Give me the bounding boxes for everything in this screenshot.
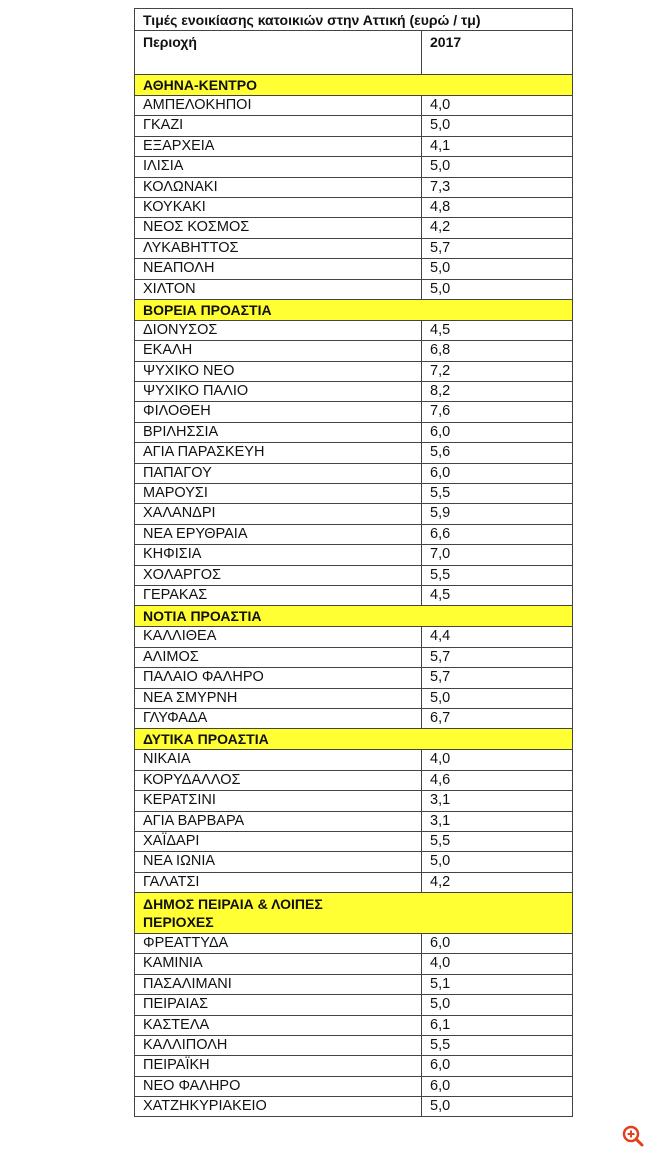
section-title: ΔΥΤΙΚΑ ΠΡΟΑΣΤΙΑ	[143, 731, 269, 748]
price-cell: 3,1	[430, 812, 451, 829]
price-cell: 3,1	[430, 792, 451, 809]
section-title: ΔΗΜΟΣ ΠΕΙΡΑΙΑ & ΛΟΙΠΕΣ ΠΕΡΙΟΧΕΣ	[143, 896, 323, 931]
table-row	[134, 1096, 573, 1116]
table-row	[134, 953, 573, 973]
price-cell: 6,7	[430, 709, 451, 726]
table-row	[134, 136, 573, 156]
table-row	[134, 258, 573, 278]
table-row	[134, 361, 573, 381]
area-cell: ΝΕΑΠΟΛΗ	[135, 259, 422, 278]
area-cell: ΠΕΙΡΑΙΑΣ	[135, 995, 422, 1014]
price-cell: 4,5	[430, 586, 451, 603]
table-row	[134, 1055, 573, 1075]
area-cell: ΠΑΣΑΛΙΜΑΝΙ	[135, 975, 422, 994]
price-cell: 6,8	[430, 342, 451, 359]
area-cell: ΚΑΜΙΝΙΑ	[135, 954, 422, 973]
price-cell: 4,0	[430, 955, 451, 972]
price-cell: 7,0	[430, 546, 451, 563]
table-row	[134, 831, 573, 851]
price-cell: 6,0	[430, 1077, 451, 1094]
section-title: ΒΟΡΕΙΑ ΠΡΟΑΣΤΙΑ	[143, 301, 272, 318]
table-body	[134, 74, 573, 1117]
area-cell: ΕΚΑΛΗ	[135, 341, 422, 360]
table-row	[134, 770, 573, 790]
area-cell: ΑΓΙΑ ΠΑΡΑΣΚΕΥΗ	[135, 443, 422, 462]
table-row	[134, 688, 573, 708]
price-cell: 8,2	[430, 383, 451, 400]
price-cell: 5,6	[430, 444, 451, 461]
area-cell: ΧΑΤΖΗΚΥΡΙΑΚΕΙΟ	[135, 1097, 422, 1115]
table-row	[134, 401, 573, 421]
table-row	[134, 749, 573, 769]
price-cell: 5,0	[430, 260, 451, 277]
table-row	[134, 872, 573, 892]
zoom-in-icon[interactable]	[621, 1124, 645, 1148]
area-cell: ΝΕΑ ΣΜΥΡΝΗ	[135, 689, 422, 708]
area-cell: ΨΥΧΙΚΟ ΠΑΛΙΟ	[135, 382, 422, 401]
header-area: Περιοχή	[135, 31, 422, 74]
price-cell: 5,5	[430, 566, 451, 583]
price-cell: 6,0	[430, 464, 451, 481]
table-row	[134, 279, 573, 299]
area-cell: ΧΟΛΑΡΓΟΣ	[135, 566, 422, 585]
table-row	[134, 177, 573, 197]
table-row	[134, 565, 573, 585]
area-cell: ΔΙΟΝΥΣΟΣ	[135, 321, 422, 340]
area-cell: ΠΑΛΑΙΟ ΦΑΛΗΡΟ	[135, 668, 422, 687]
table-row	[134, 463, 573, 483]
section-year-cell	[422, 75, 572, 95]
table-row	[134, 647, 573, 667]
price-cell: 4,6	[430, 771, 451, 788]
area-cell: ΚΗΦΙΣΙΑ	[135, 545, 422, 564]
price-cell: 5,5	[430, 1037, 451, 1054]
area-cell: ΕΞΑΡΧΕΙΑ	[135, 137, 422, 156]
price-cell: 4,4	[430, 628, 451, 645]
price-cell: 4,2	[430, 873, 451, 890]
table-row	[134, 790, 573, 810]
area-cell: ΦΡΕΑΤΤΥΔΑ	[135, 934, 422, 953]
table-row	[134, 708, 573, 728]
table-row	[134, 320, 573, 340]
price-cell: 5,7	[430, 648, 451, 665]
table-row	[134, 585, 573, 605]
table-row	[134, 667, 573, 687]
price-cell: 4,0	[430, 97, 451, 113]
area-cell: ΝΕΑ ΙΩΝΙΑ	[135, 852, 422, 871]
section-title: ΝΟΤΙΑ ΠΡΟΑΣΤΙΑ	[143, 608, 262, 625]
price-cell: 5,5	[430, 485, 451, 502]
price-cell: 6,6	[430, 525, 451, 542]
price-cell: 5,0	[430, 689, 451, 706]
area-cell: ΧΙΛΤΟΝ	[135, 280, 422, 299]
table-row	[134, 1035, 573, 1055]
table-row	[134, 340, 573, 360]
price-cell: 4,2	[430, 219, 451, 236]
area-cell: ΚΑΛΛΙΠΟΛΗ	[135, 1036, 422, 1055]
area-cell: ΦΙΛΟΘΕΗ	[135, 402, 422, 421]
table-row	[134, 994, 573, 1014]
table-row	[134, 156, 573, 176]
area-cell: ΠΕΙΡΑΪΚΗ	[135, 1056, 422, 1075]
table-row	[134, 544, 573, 564]
area-cell: ΜΑΡΟΥΣΙ	[135, 484, 422, 503]
table-row	[134, 238, 573, 258]
table-row	[134, 503, 573, 523]
area-cell: ΧΑΛΑΝΔΡΙ	[135, 504, 422, 523]
table-header	[134, 30, 573, 74]
price-cell: 4,5	[430, 321, 451, 338]
area-cell: ΝΕΑ ΕΡΥΘΡΑΙΑ	[135, 525, 422, 544]
area-cell: ΑΛΙΜΟΣ	[135, 648, 422, 667]
price-cell: 7,6	[430, 403, 451, 420]
section-title: ΑΘΗΝΑ-ΚΕΝΤΡΟ	[143, 77, 257, 93]
price-cell: 4,0	[430, 751, 451, 768]
section-header	[134, 892, 573, 933]
rent-prices-table	[134, 8, 573, 1117]
area-cell: ΝΙΚΑΙΑ	[135, 750, 422, 769]
table-row	[134, 524, 573, 544]
price-cell: 7,3	[430, 178, 451, 195]
area-cell: ΚΟΥΚΑΚΙ	[135, 198, 422, 217]
table-title: Τιμές ενοικίασης κατοικιών στην Αττική (ευρώ / τμ)	[134, 8, 573, 30]
section-year-cell	[422, 606, 572, 626]
section-year-cell	[422, 729, 572, 749]
header-year: 2017	[430, 34, 462, 50]
price-cell: 5,0	[430, 1098, 451, 1115]
price-cell: 5,0	[430, 280, 451, 297]
table-row	[134, 422, 573, 442]
table-row	[134, 933, 573, 953]
price-cell: 5,0	[430, 117, 451, 134]
area-cell: ΚΟΛΩΝΑΚΙ	[135, 178, 422, 197]
section-header	[134, 728, 573, 749]
area-cell: ΚΑΛΛΙΘΕΑ	[135, 627, 422, 646]
price-cell: 7,2	[430, 362, 451, 379]
area-cell: ΙΛΙΣΙΑ	[135, 157, 422, 176]
table-row	[134, 115, 573, 135]
section-header	[134, 74, 573, 95]
area-cell: ΧΑΪΔΑΡΙ	[135, 832, 422, 851]
table-row	[134, 197, 573, 217]
area-cell: ΚΑΣΤΕΛΑ	[135, 1016, 422, 1035]
price-cell: 5,7	[430, 669, 451, 686]
area-cell: ΓΚΑΖΙ	[135, 116, 422, 135]
table-row	[134, 851, 573, 871]
table-row	[134, 1076, 573, 1096]
price-cell: 5,0	[430, 158, 451, 175]
table-row	[134, 442, 573, 462]
section-header	[134, 299, 573, 320]
table-row	[134, 626, 573, 646]
table-row	[134, 381, 573, 401]
table-row	[134, 217, 573, 237]
price-cell: 5,0	[430, 996, 451, 1013]
area-cell: ΒΡΙΛΗΣΣΙΑ	[135, 423, 422, 442]
price-cell: 4,8	[430, 198, 451, 215]
price-cell: 6,0	[430, 1057, 451, 1074]
table-row	[134, 95, 573, 115]
section-year-cell	[422, 300, 572, 320]
section-header	[134, 605, 573, 626]
area-cell: ΝΕΟΣ ΚΟΣΜΟΣ	[135, 218, 422, 237]
price-cell: 6,0	[430, 423, 451, 440]
table-row	[134, 811, 573, 831]
table-row	[134, 1015, 573, 1035]
area-cell: ΓΕΡΑΚΑΣ	[135, 586, 422, 605]
area-cell: ΨΥΧΙΚΟ ΝΕΟ	[135, 362, 422, 381]
price-cell: 6,0	[430, 935, 451, 952]
price-cell: 6,1	[430, 1016, 451, 1033]
area-cell: ΠΑΠΑΓΟΥ	[135, 464, 422, 483]
area-cell: ΚΕΡΑΤΣΙΝΙ	[135, 791, 422, 810]
area-cell: ΛΥΚΑΒΗΤΤΟΣ	[135, 239, 422, 258]
price-cell: 5,5	[430, 832, 451, 849]
price-cell: 5,9	[430, 505, 451, 522]
area-cell: ΓΛΥΦΑΔΑ	[135, 709, 422, 728]
area-cell: ΓΑΛΑΤΣΙ	[135, 873, 422, 892]
price-cell: 4,1	[430, 137, 451, 154]
area-cell: ΑΜΠΕΛΟΚΗΠΟΙ	[135, 96, 422, 115]
price-cell: 5,1	[430, 975, 451, 992]
section-year-cell	[422, 893, 572, 933]
area-cell: ΚΟΡΥΔΑΛΛΟΣ	[135, 771, 422, 790]
price-cell: 5,7	[430, 239, 451, 256]
table-row	[134, 974, 573, 994]
price-cell: 5,0	[430, 853, 451, 870]
area-cell: ΝΕΟ ΦΑΛΗΡΟ	[135, 1077, 422, 1096]
area-cell: ΑΓΙΑ ΒΑΡΒΑΡΑ	[135, 812, 422, 831]
table-row	[134, 483, 573, 503]
